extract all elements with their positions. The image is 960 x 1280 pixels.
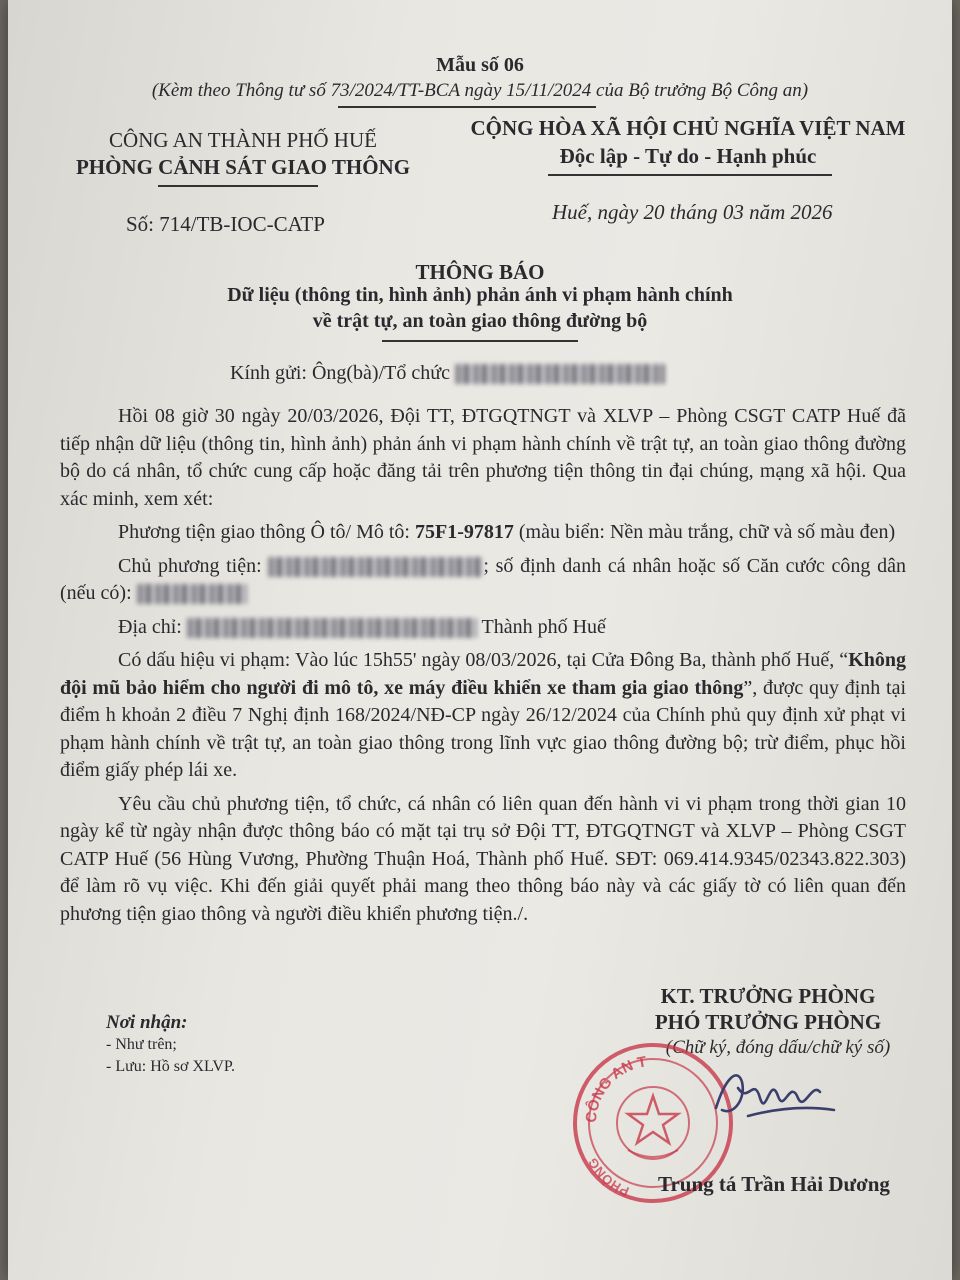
owner-label: Chủ phương tiện: [118,554,269,577]
owner-id-label: ; số định danh cá nhân hoặc số Căn cước công dân (nếu có): [60,554,906,604]
vehicle-label: Phương tiện giao thông Ô tô/ Mô tô: [118,521,415,543]
greeting [230,362,665,385]
greeting-label: Kính gửi: Ông(bà)/Tổ chức [230,362,450,384]
intro-paragraph: Hồi 08 giờ 30 ngày 20/03/2026, Đội TT, ĐTGQTNGT và XLVP – Phòng CSGT CATP Huế đã tiếp nhận dữ liệu (thông tin, hình ảnh) phản ánh vi phạm hành chính về trật tự, an toàn giao thông đường bộ do cá nhân, tổ chức cung cấp hoặc đăng tải trên phương tiện thông tin đại chúng, mạng xã hội. Qua xác minh, xem xét: [60,405,906,510]
address-label: Địa chỉ: [118,615,187,638]
redacted-owner-id [137,584,247,604]
agency-department: PHÒNG CẢNH SÁT GIAO THÔNG [75,155,411,179]
document-number: Số: 714/TB-IOC-CATP [126,212,325,236]
recipient-item: - Lưu: Hồ sơ XLVP. [106,1058,235,1075]
motto-underline [548,174,832,176]
address-city: Thành phố Huế [476,615,606,638]
plate-color: (màu biển: Nền màu trắng, chữ và số màu đen) [513,521,896,543]
violation-intro: Có dấu hiệu vi phạm: Vào lúc 15h55' ngày 08/03/2026, tại Cửa Đông Ba, thành phố Huế, “ [118,649,849,671]
agency-name: CÔNG AN THÀNH PHỐ HUẾ [109,128,377,152]
notice-subtitle-2: về trật tự, an toàn giao thông đường bộ [312,310,648,332]
violation-paragraph [60,647,906,785]
form-attached-note: (Kèm theo Thông tư số 73/2024/TT-BCA ngày 15/11/2024 của Bộ trưởng Bộ Công an) [151,80,809,101]
notice-title: THÔNG BÁO [415,260,545,284]
redacted-recipient [455,364,665,384]
form-number: Mẫu số 06 [436,54,524,76]
recipients-label: Nơi nhận: [106,1012,188,1033]
handwritten-signature-icon [708,1058,838,1128]
header-divider [338,106,596,108]
agency-underline [158,185,318,187]
title-underline [382,340,578,342]
redacted-owner-name [268,557,483,577]
notice-subtitle-1: Dữ liệu (thông tin, hình ảnh) phản ánh vi phạm hành chính [227,284,733,306]
seal-top-text: CÔNG AN T [582,1053,648,1124]
vehicle-paragraph [60,519,906,547]
issue-date: Huế, ngày 20 tháng 03 năm 2026 [552,200,833,224]
recipient-item: - Như trên; [106,1036,177,1053]
nation-motto: Độc lập - Tự do - Hạnh phúc [559,144,817,168]
license-plate: 75F1-97817 [414,521,514,543]
notice-body [60,403,906,928]
owner-paragraph [60,553,906,608]
signer-title-1: KT. TRƯỞNG PHÒNG [660,984,876,1008]
violation-behavior: Không đội mũ bảo hiểm cho người đi mô tô, xe máy điều khiển xe tham gia giao thông [60,649,906,699]
signer-name: Trung tá Trần Hải Dương [658,1172,890,1196]
redacted-address [187,618,477,638]
address-paragraph [60,614,906,642]
signature-note: (Chữ ký, đóng dấu/chữ ký số) [665,1037,891,1058]
signer-title-2: PHÓ TRƯỞNG PHÒNG [654,1010,882,1034]
seal-side-text: PHÒNG [584,1155,632,1200]
violation-legal-basis: ”, được quy định tại điểm h khoản 2 điều 7 Nghị định 168/2024/NĐ-CP ngày 26/12/2024 của Chính phủ quy định xử phạt vi phạm hành chính về trật tự, an toàn giao thông trong lĩnh vực giao thông đường bộ; trừ điểm, phục hồi điểm giấy phép lái xe. [60,676,907,781]
nation-title: CỘNG HÒA XÃ HỘI CHỦ NGHĨA VIỆT NAM [470,116,906,140]
document-page [8,0,952,1280]
svg-text:PHÒNG [585,1155,631,1199]
request-paragraph: Yêu cầu chủ phương tiện, tổ chức, cá nhân có liên quan đến hành vi vi phạm trong thời gian 10 ngày kể từ ngày nhận được thông báo có mặt tại trụ sở Đội TT, ĐTGQTNGT và XLVP – Phòng CSGT CATP Huế (56 Hùng Vương, Phường Thuận Hoá, Thành phố Huế. SĐT: 069.414.9345/02343.822.303) để làm rõ vụ việc. Khi đến giải quyết phải mang theo thông báo này và các giấy tờ có liên quan đến phương tiện giao thông và người điều khiển phương tiện./. [60,792,906,925]
